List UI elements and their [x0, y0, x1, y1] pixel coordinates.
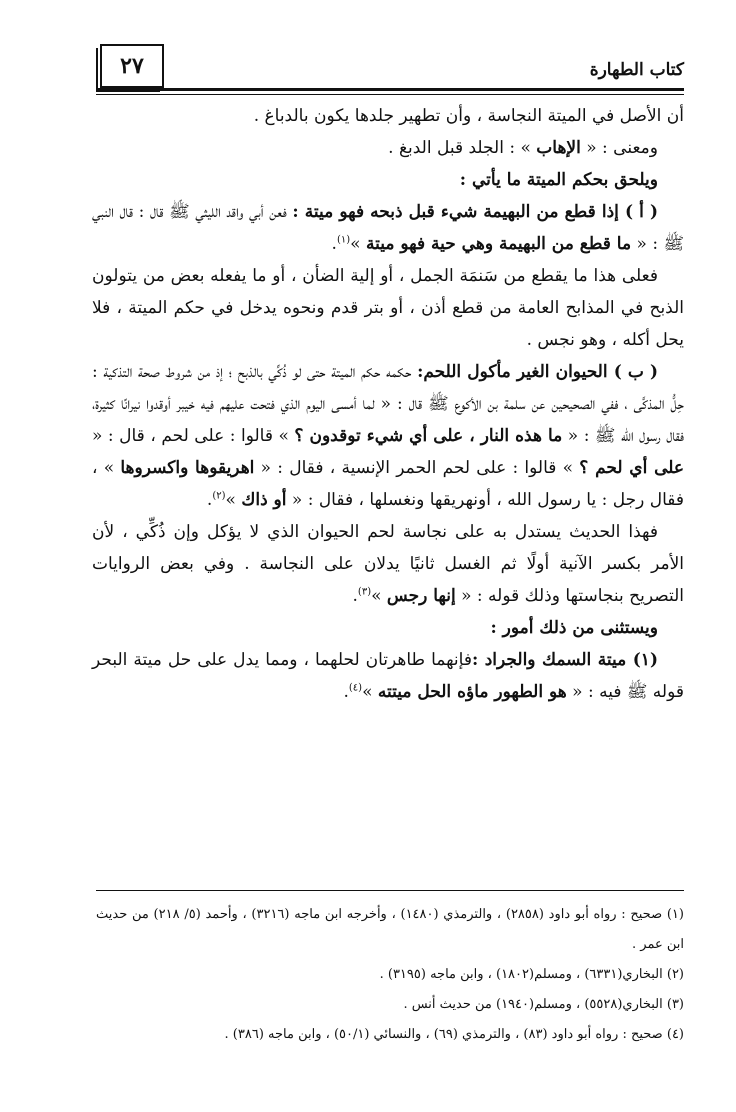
paragraph-b: ( ب ) الحيوان الغير مأكول اللحم: حكمه حكم الميتة حتى لو ذُكِّي بالذبح ؛ إذ من شروط صحة التذكية : حِلُّ المذكَّى ، ففي الصحيحين عن سلمة بن الأكوع ﷺ قال : « لما أمسى اليوم الذي فتحت عليهم فيه خيبر أوقدوا نيرانًا كثيرة، فقال رسول الله ﷺ : « ما هذه النار ، على أي شيء توقدون ؟ » قالوا : على لحم ، قال : « على أي لحم ؟ » قالوا : على لحم الحمر الإنسية ، فقال : « اهريقوها واكسروها » ، فقال رجل : يا رسول الله ، أونهريقها ونغسلها ، فقال : « أو ذاك »$^{(٢)}$. — [92, 362, 685, 510]
paragraph-a: ( أ ) إذا قطع من البهيمة شيء قبل ذبحه فهو ميتة : فعن أبي واقد الليثي ﷺ قال : قال النبي ﷺ : « ما قطع من البهيمة وهي حية فهو ميتة »$^{(١)}$. — [92, 202, 684, 254]
paragraph-b-commentary: فهذا الحديث يستدل به على نجاسة لحم الحيوان الذي لا يؤكل وإن ذُكِّي ، لأن الأمر بكسر الآنية أولًا ثم الغسل ثانيًا يدلان على النجاسة . وفي بعض الروايات التصريح بنجاستها وذلك قوله : « إنها رجس »$^{(٣)}$. — [92, 522, 684, 606]
page-number: ٢٧ — [100, 44, 164, 88]
paragraph-1: أن الأصل في الميتة النجاسة ، وأن تطهير جلدها يكون بالدباغ . — [253, 106, 684, 126]
header-rule-thin — [96, 94, 684, 95]
footnote-ref-1: (١) — [336, 234, 351, 246]
footnote-ref-2: (٢) — [212, 490, 226, 502]
footnote-3: (٣) البخاري(٥٥٢٨) ، ومسلم(١٩٤٠) من حديث أنس . — [403, 997, 684, 1012]
main-text — [92, 100, 684, 708]
running-title: كتاب الطهارة — [589, 60, 684, 80]
page-header — [0, 0, 736, 100]
footnotes — [96, 900, 684, 1050]
footnote-2: (٢) البخاري(٦٣٣١) ، ومسلم(١٨٠٢) ، وابن ماجه (٣١٩٥) . — [379, 967, 684, 982]
footnote-ref-4: (٤) — [348, 682, 363, 694]
footnote-separator — [96, 890, 684, 891]
paragraph-a-commentary: فعلى هذا ما يقطع من سَنمَة الجمل ، أو إلية الضأن ، أو ما يفعله بعض من يتولون الذبح في المذابح العامة من قطع أذن ، أو بتر قدم ونحوه يدخل في حكم الميتة ، فلا يحل أكله ، وهو نجس . — [92, 266, 684, 350]
paragraph-exception-1: (١) ميتة السمك والجراد :فإنهما طاهرتان لحلهما ، ومما يدل على حل ميتة البحر قوله ﷺ فيه : « هو الطهور ماؤه الحل ميتته »$^{(٤)}$. — [92, 650, 684, 702]
footnote-ref-3: (٣) — [357, 586, 372, 598]
exceptions-heading: ويستثنى من ذلك أمور : — [490, 618, 658, 638]
paragraph-2: ومعنى : « الإهاب » : الجلد قبل الدبغ . — [388, 138, 658, 158]
header-rule — [96, 88, 684, 91]
footnote-1: (١) صحيح : رواه أبو داود (٢٨٥٨) ، والترمذي (١٤٨٠) ، وأخرجه ابن ماجه (٣٢١٦) ، وأحمد (٥/ ٢١٨) من حديث ابن عمر . — [96, 907, 684, 952]
footnote-4: (٤) صحيح : رواه أبو داود (٨٣) ، والترمذي (٦٩) ، والنسائي (٥٠/١) ، وابن ماجه (٣٨٦) . — [224, 1027, 684, 1042]
section-heading: ويلحق بحكم الميتة ما يأتي : — [459, 170, 658, 190]
